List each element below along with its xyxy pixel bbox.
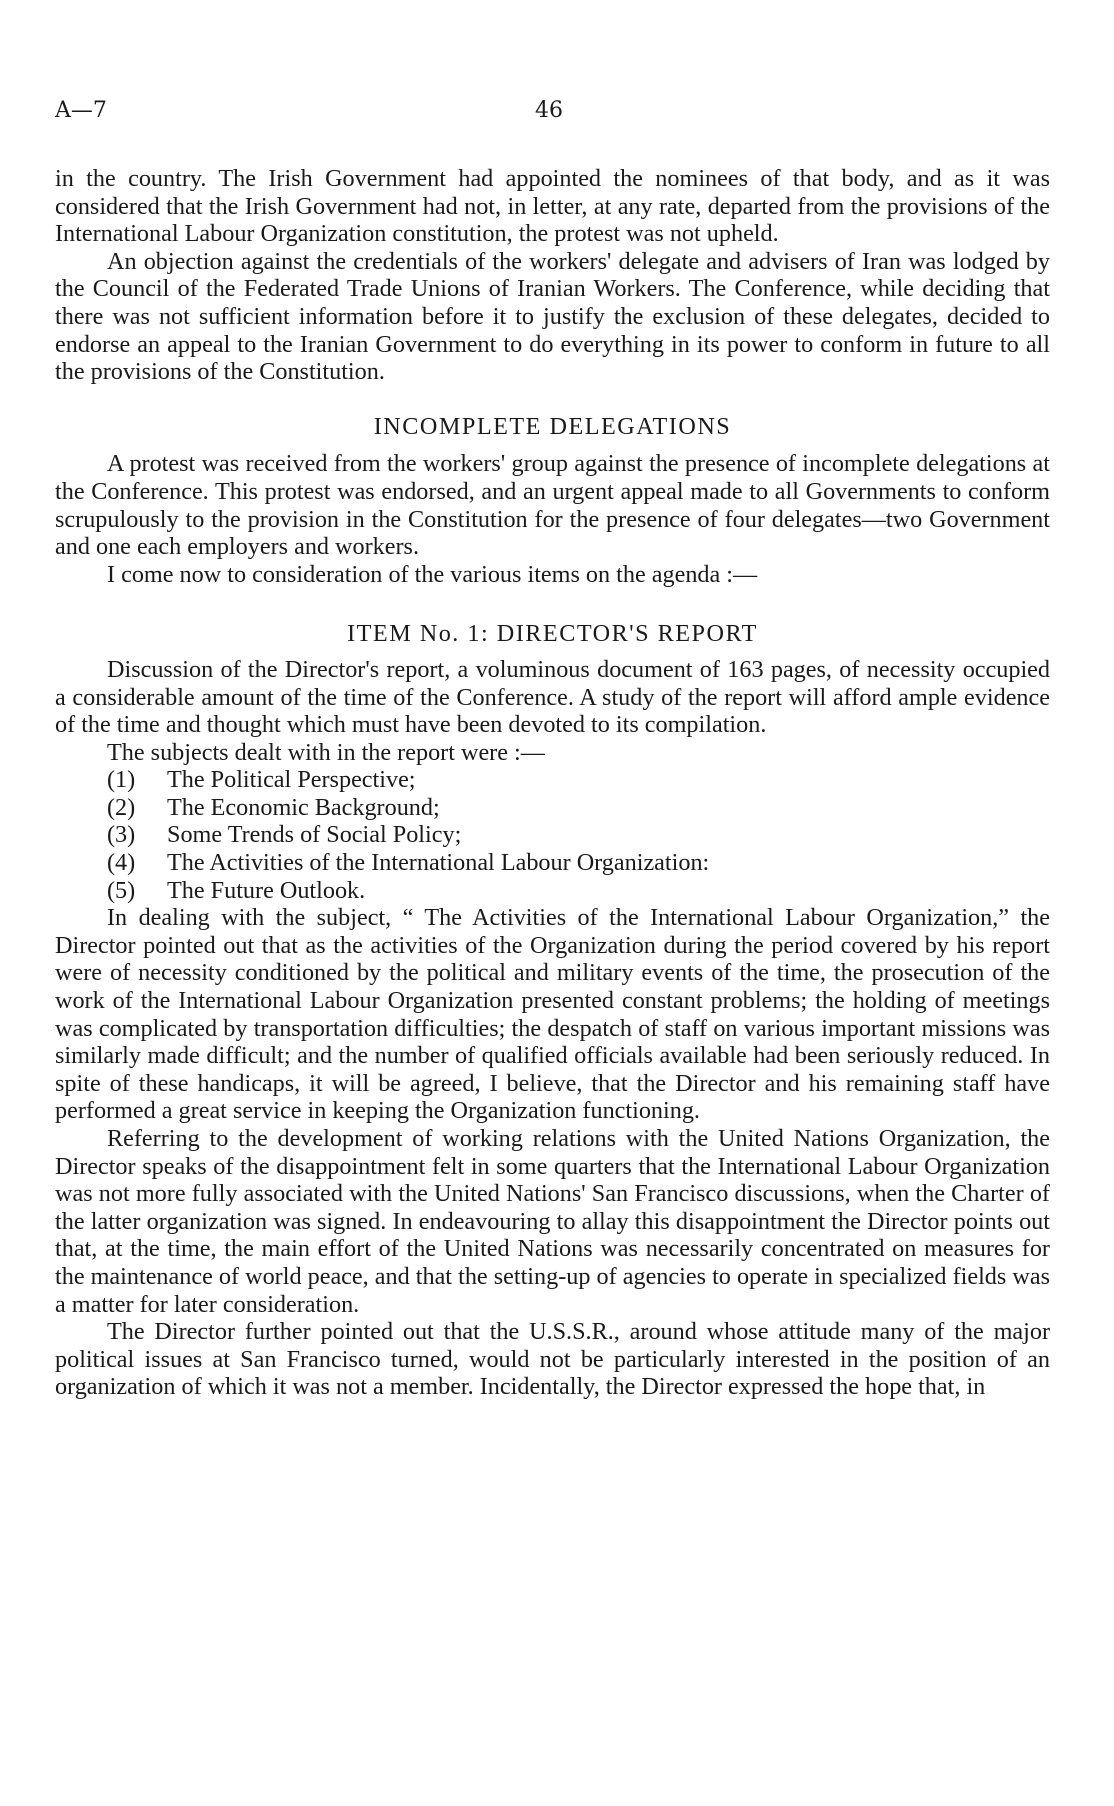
paragraph: In dealing with the subject, “ The Activities of the International Labour Organization,” the Director pointed out that as the activities of the Organization during the period covered by his report were of necessity conditioned by the political and military events of the time, the prosecution of the work of the International Labour Organization presented constant problems; the holding of meetings was complicated by transportation difficulties; the despatch of staff on various important missions was similarly made difficult; and the number of qualified officials available had been seriously reduced. In spite of these handicaps, it will be agreed, I believe, that the Director and his remaining staff have performed a great service in keeping the Organization functioning. xyxy=(55,904,1050,1125)
paragraph: I come now to consideration of the various items on the agenda :— xyxy=(107,560,758,588)
list-item xyxy=(107,794,1050,822)
list-number: (1) xyxy=(107,766,136,794)
list-item xyxy=(107,821,1050,849)
paragraph: The Director further pointed out that the U.S.S.R., around whose attitude many of the major political issues at San Francisco turned, would not be particularly interested in the position of an organization of which it was not a member. Incidentally, the Director expressed the hope that, in xyxy=(55,1318,1050,1401)
paragraph: Discussion of the Director's report, a voluminous document of 163 pages, of necessity occupied a considerable amount of the time of the Conference. A study of the report will afford ample evidence of the time and thought which must have been devoted to its compilation. xyxy=(55,655,1050,739)
list-text: The Political Perspective; xyxy=(167,766,416,794)
list-text: Some Trends of Social Policy; xyxy=(167,821,462,849)
list-number: (2) xyxy=(107,793,136,821)
list-text: The Activities of the International Labour Organization: xyxy=(167,849,710,877)
list-item xyxy=(107,877,1050,905)
list-number: (4) xyxy=(107,849,136,877)
paragraph: in the country. The Irish Government had appointed the nominees of that body, and as it was considered that the Irish Government had not, in letter, at any rate, departed from the provisions of the International Labour Organization constitution, the protest was not upheld. xyxy=(55,165,1050,248)
running-header xyxy=(55,98,1059,130)
section-heading: INCOMPLETE DELEGATIONS xyxy=(373,412,732,440)
document-reference: A—7 xyxy=(55,98,107,123)
page-number: 46 xyxy=(535,98,563,123)
list-number: (5) xyxy=(107,876,136,904)
list-text: The Economic Background; xyxy=(167,793,440,821)
list-item xyxy=(107,849,1050,877)
body-text xyxy=(55,165,1050,1401)
paragraph: An objection against the credentials of the workers' delegate and advisers of Iran was lodged by the Council of the Federated Trade Unions of Iranian Workers. The Conference, while deciding that there was not sufficient information before it to justify the exclusion of these delegates, decided to endorse an appeal to the Iranian Government to do everything in its power to conform in future to all the provisions of the Constitution. xyxy=(55,247,1050,386)
section-heading: ITEM No. 1: DIRECTOR'S REPORT xyxy=(347,620,758,648)
paragraph: Referring to the development of working relations with the United Nations Organization, the Director speaks of the disappointment felt in some quarters that the International Labour Organization was not more fully associated with the United Nations' San Francisco discussions, when the Charter of the latter organization was signed. In endeavouring to allay this disappointment the Director points out that, at the time, the main effort of the United Nations was necessarily concentrated on measures for the maintenance of world peace, and that the setting-up of agencies to operate in specialized fields was a matter for later consideration. xyxy=(55,1125,1050,1318)
list-text: The Future Outlook. xyxy=(167,876,366,904)
list-number: (3) xyxy=(107,821,136,849)
subjects-list xyxy=(55,766,1050,904)
list-item xyxy=(107,766,1050,794)
paragraph: A protest was received from the workers' group against the presence of incomplete delegations at the Conference. This protest was endorsed, and an urgent appeal made to all Governments to conform scrupulously to the provision in the Constitution for the presence of four delegates—two Government and one each employers and workers. xyxy=(55,450,1050,561)
paragraph: The subjects dealt with in the report were :— xyxy=(107,738,545,766)
